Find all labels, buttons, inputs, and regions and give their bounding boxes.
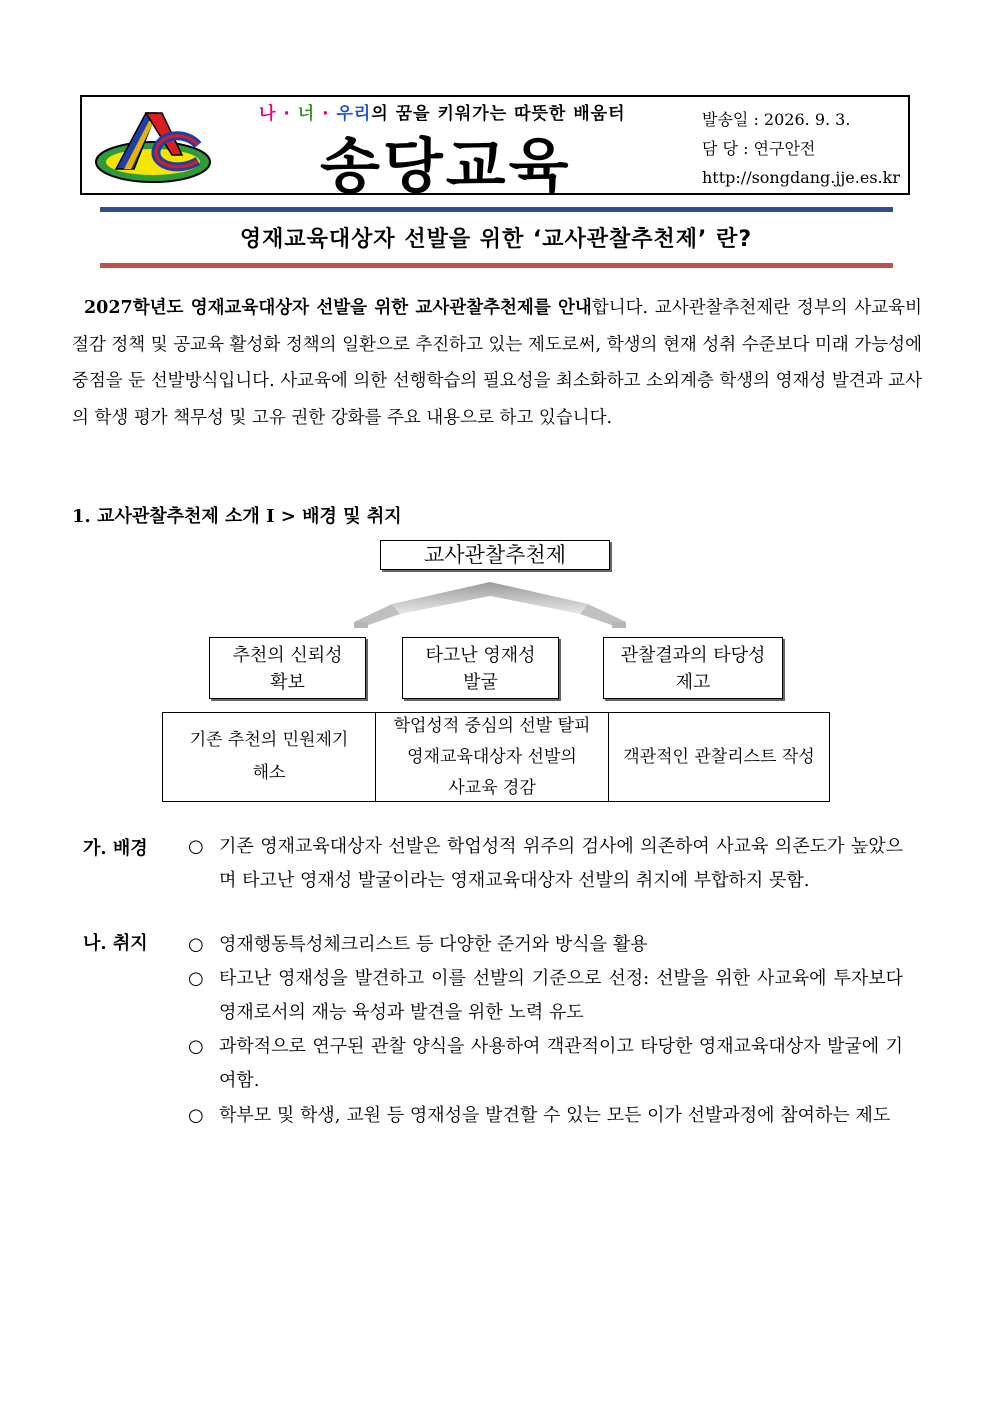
list-item (188, 962, 903, 1029)
slogan-sep-2: · (322, 104, 330, 124)
newsletter-brand: 송당교육 (320, 131, 572, 201)
goal-box (402, 637, 559, 699)
school-url: http://songdang.jje.es.kr (702, 168, 900, 187)
bullet-circle-icon: ○ (188, 1036, 204, 1057)
title-rule-bottom (100, 263, 893, 268)
background-label: 가. 배경 (83, 838, 148, 859)
goal-line: 타고난 영재성 (425, 645, 536, 666)
list-item (188, 1030, 903, 1097)
bullet-circle-icon: ○ (188, 968, 204, 989)
newsletter-meta (702, 105, 900, 192)
list-item-text: 타고난 영재성을 발견하고 이를 선발의 기준으로 선정: 선발을 위한 사교육에 투자보다 영재로서의 재능 육성과 발견을 위한 노력 유도 (219, 968, 903, 1023)
send-date: 발송일 : 2026. 9. 3. (702, 110, 851, 129)
goal-box (603, 637, 783, 699)
detail-cell (376, 713, 609, 801)
bullet-circle-icon: ○ (188, 836, 204, 857)
intro-lead: 2027학년도 영재교육대상자 선발을 위한 교사관찰추천제를 안내 (84, 298, 592, 318)
school-logo-icon (94, 107, 212, 187)
detail-cell (609, 713, 829, 801)
list-item (188, 1099, 903, 1133)
bullet-circle-icon: ○ (188, 1105, 204, 1126)
detail-line: 기존 추천의 민원제기 (189, 730, 349, 750)
intro-paragraph (72, 290, 922, 436)
detail-cell (163, 713, 376, 801)
goal-line: 발굴 (463, 672, 498, 693)
goal-line: 확보 (270, 672, 305, 693)
section-heading: 1. 교사관찰추천제 소개 Ⅰ > 배경 및 취지 (72, 506, 402, 527)
slogan-part-2: 너 (297, 104, 316, 124)
title-rule-top (100, 207, 893, 212)
list-item-text: 과학적으로 연구된 관찰 양식을 사용하여 객관적이고 타당한 영재교육대상자 발굴에 기여함. (219, 1036, 903, 1091)
owner: 담 당 : 연구안전 (702, 139, 816, 158)
spread-arrow-icon (340, 578, 640, 633)
slogan-sep-1: · (283, 104, 291, 124)
slogan-rest: 의 꿈을 키워가는 따뜻한 배움터 (371, 104, 626, 124)
detail-line: 사교육 경감 (448, 777, 536, 798)
list-item-text: 기존 영재교육대상자 선발은 학업성적 위주의 검사에 의존하여 사교육 의존도가 높았으며 타고난 영재성 발굴이라는 영재교육대상자 선발의 취지에 부합하지 못함. (219, 836, 903, 891)
masthead (80, 95, 910, 201)
list-item (188, 928, 903, 962)
goal-line: 추천의 신뢰성 (232, 645, 343, 666)
detail-line: 영재교육대상자 선발의 (407, 746, 577, 767)
goal-line: 제고 (675, 672, 711, 693)
intro-text: 합니다. 교사관찰추천제란 정부의 사교육비 절감 정책 및 공교육 활성화 정책의 일환으로 추진하고 있는 제도로써, 학생의 현재 성취 수준보다 미래 가능성에 중점을 둔 선발방식입니다. 사교육에 의한 선행학습의 필요성을 최소화하고 소외계층 학생의 영재성 발견과 교사의 학생 평가 책무성 및 고유 권한 강화를 주요 내용으로 하고 있습니다. (72, 298, 922, 428)
goal-line: 관찰결과의 타당성 (620, 645, 766, 666)
bullet-circle-icon: ○ (188, 934, 204, 955)
list-item (188, 830, 903, 897)
detail-line: 객관적인 관찰리스트 작성 (623, 746, 815, 767)
diagram-title: 교사관찰추천제 (380, 540, 610, 570)
goal-box (209, 637, 366, 699)
slogan-part-3: 우리 (336, 104, 372, 124)
document-title: 영재교육대상자 선발을 위한 ‘교사관찰추천제’ 란? (239, 227, 753, 252)
list-item-text: 학부모 및 학생, 교원 등 영재성을 발견할 수 있는 모든 이가 선발과정에 참여하는 제도 (219, 1105, 891, 1126)
purpose-label: 나. 취지 (83, 933, 148, 954)
detail-line: 학업성적 중심의 선발 탈피 (393, 715, 591, 736)
detail-table (162, 712, 830, 802)
detail-line: 해소 (252, 763, 286, 783)
slogan-part-1: 나 (259, 104, 277, 124)
list-item-text: 영재행동특성체크리스트 등 다양한 준거와 방식을 활용 (219, 934, 648, 955)
